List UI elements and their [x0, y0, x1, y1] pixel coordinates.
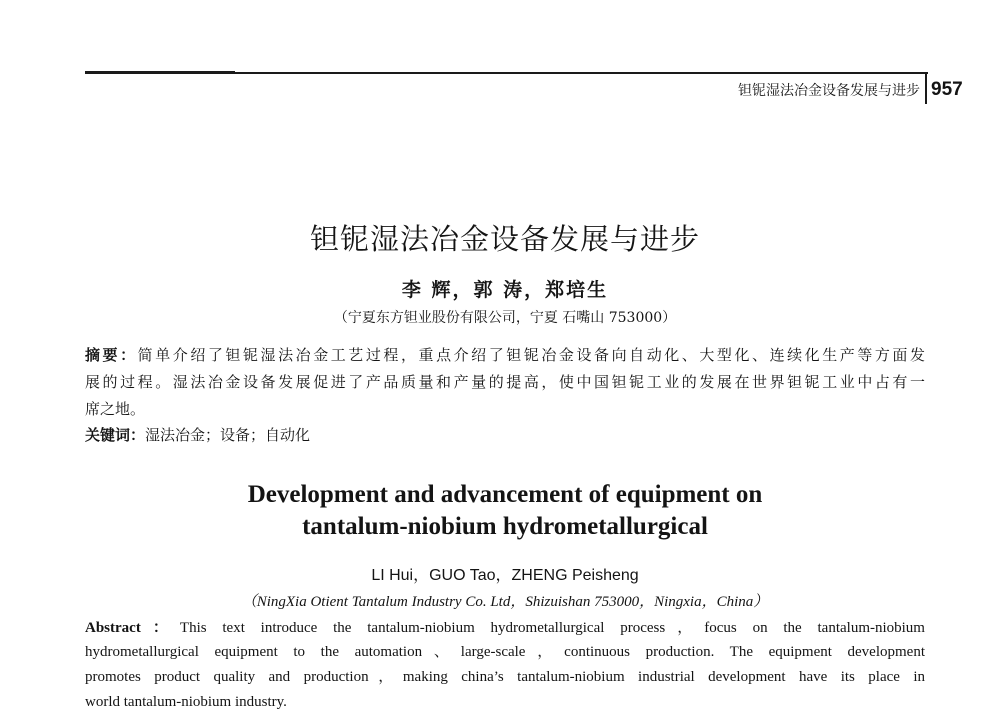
paper-title-en-line: Development and advancement of equipment on: [247, 481, 763, 508]
affiliation-en: （NingXia Otient Tantalum Industry Co. Ltd，Shizuishan 753000，Ningxia，China）: [241, 594, 769, 610]
paper-title-en-line: tantalum-niobium hydrometallurgical: [302, 513, 708, 540]
affiliation-zh: （宁夏东方钽业股份有限公司，宁夏 石嘴山 753000）: [333, 310, 677, 326]
abstract-en-line: promotes product quality and production，making china’s tantalum-niobium industrial development have its place in: [85, 669, 925, 685]
keywords-zh: [85, 425, 925, 445]
header-divider: [925, 73, 927, 104]
running-header-title: 钽铌湿法冶金设备发展与进步: [738, 83, 920, 99]
abstract-zh-line: [85, 345, 925, 365]
abstract-zh-line: 展的过程。湿法冶金设备发展促进了产品质量和产量的提高，使中国钽铌工业的发展在世界钽铌工业中占有一: [85, 373, 925, 391]
abstract-zh-label: 摘要：: [85, 346, 138, 364]
authors-zh: 李 辉，郭 涛，郑培生: [401, 279, 609, 301]
header-rule: [85, 72, 928, 74]
abstract-zh-text: 简单介绍了钽铌湿法冶金工艺过程，重点介绍了钽铌冶金设备向自动化、大型化、连续化生产等方面发: [137, 346, 925, 364]
abstract-en-line: world tantalum-niobium industry.: [85, 694, 287, 710]
abstract-en-line: [85, 618, 925, 638]
abstract-en-line: hydrometallurgical equipment to the automation、large-scale，continuous production. The equipment development: [85, 644, 925, 660]
abstract-en-text: This text introduce the tantalum-niobium hydrometallurgical process，focus on the tantalum-niobium: [179, 620, 925, 636]
paper-title-zh: 钽铌湿法冶金设备发展与进步: [309, 222, 700, 256]
abstract-zh-line: 席之地。: [85, 400, 146, 418]
authors-en: LI Hui，GUO Tao，ZHENG Peisheng: [371, 567, 639, 584]
keywords-zh-label: 关键词：: [85, 426, 146, 444]
keywords-zh-text: 湿法冶金；设备；自动化: [145, 426, 311, 444]
abstract-en-label: Abstract：: [85, 620, 180, 636]
page-number: 957: [931, 79, 963, 100]
